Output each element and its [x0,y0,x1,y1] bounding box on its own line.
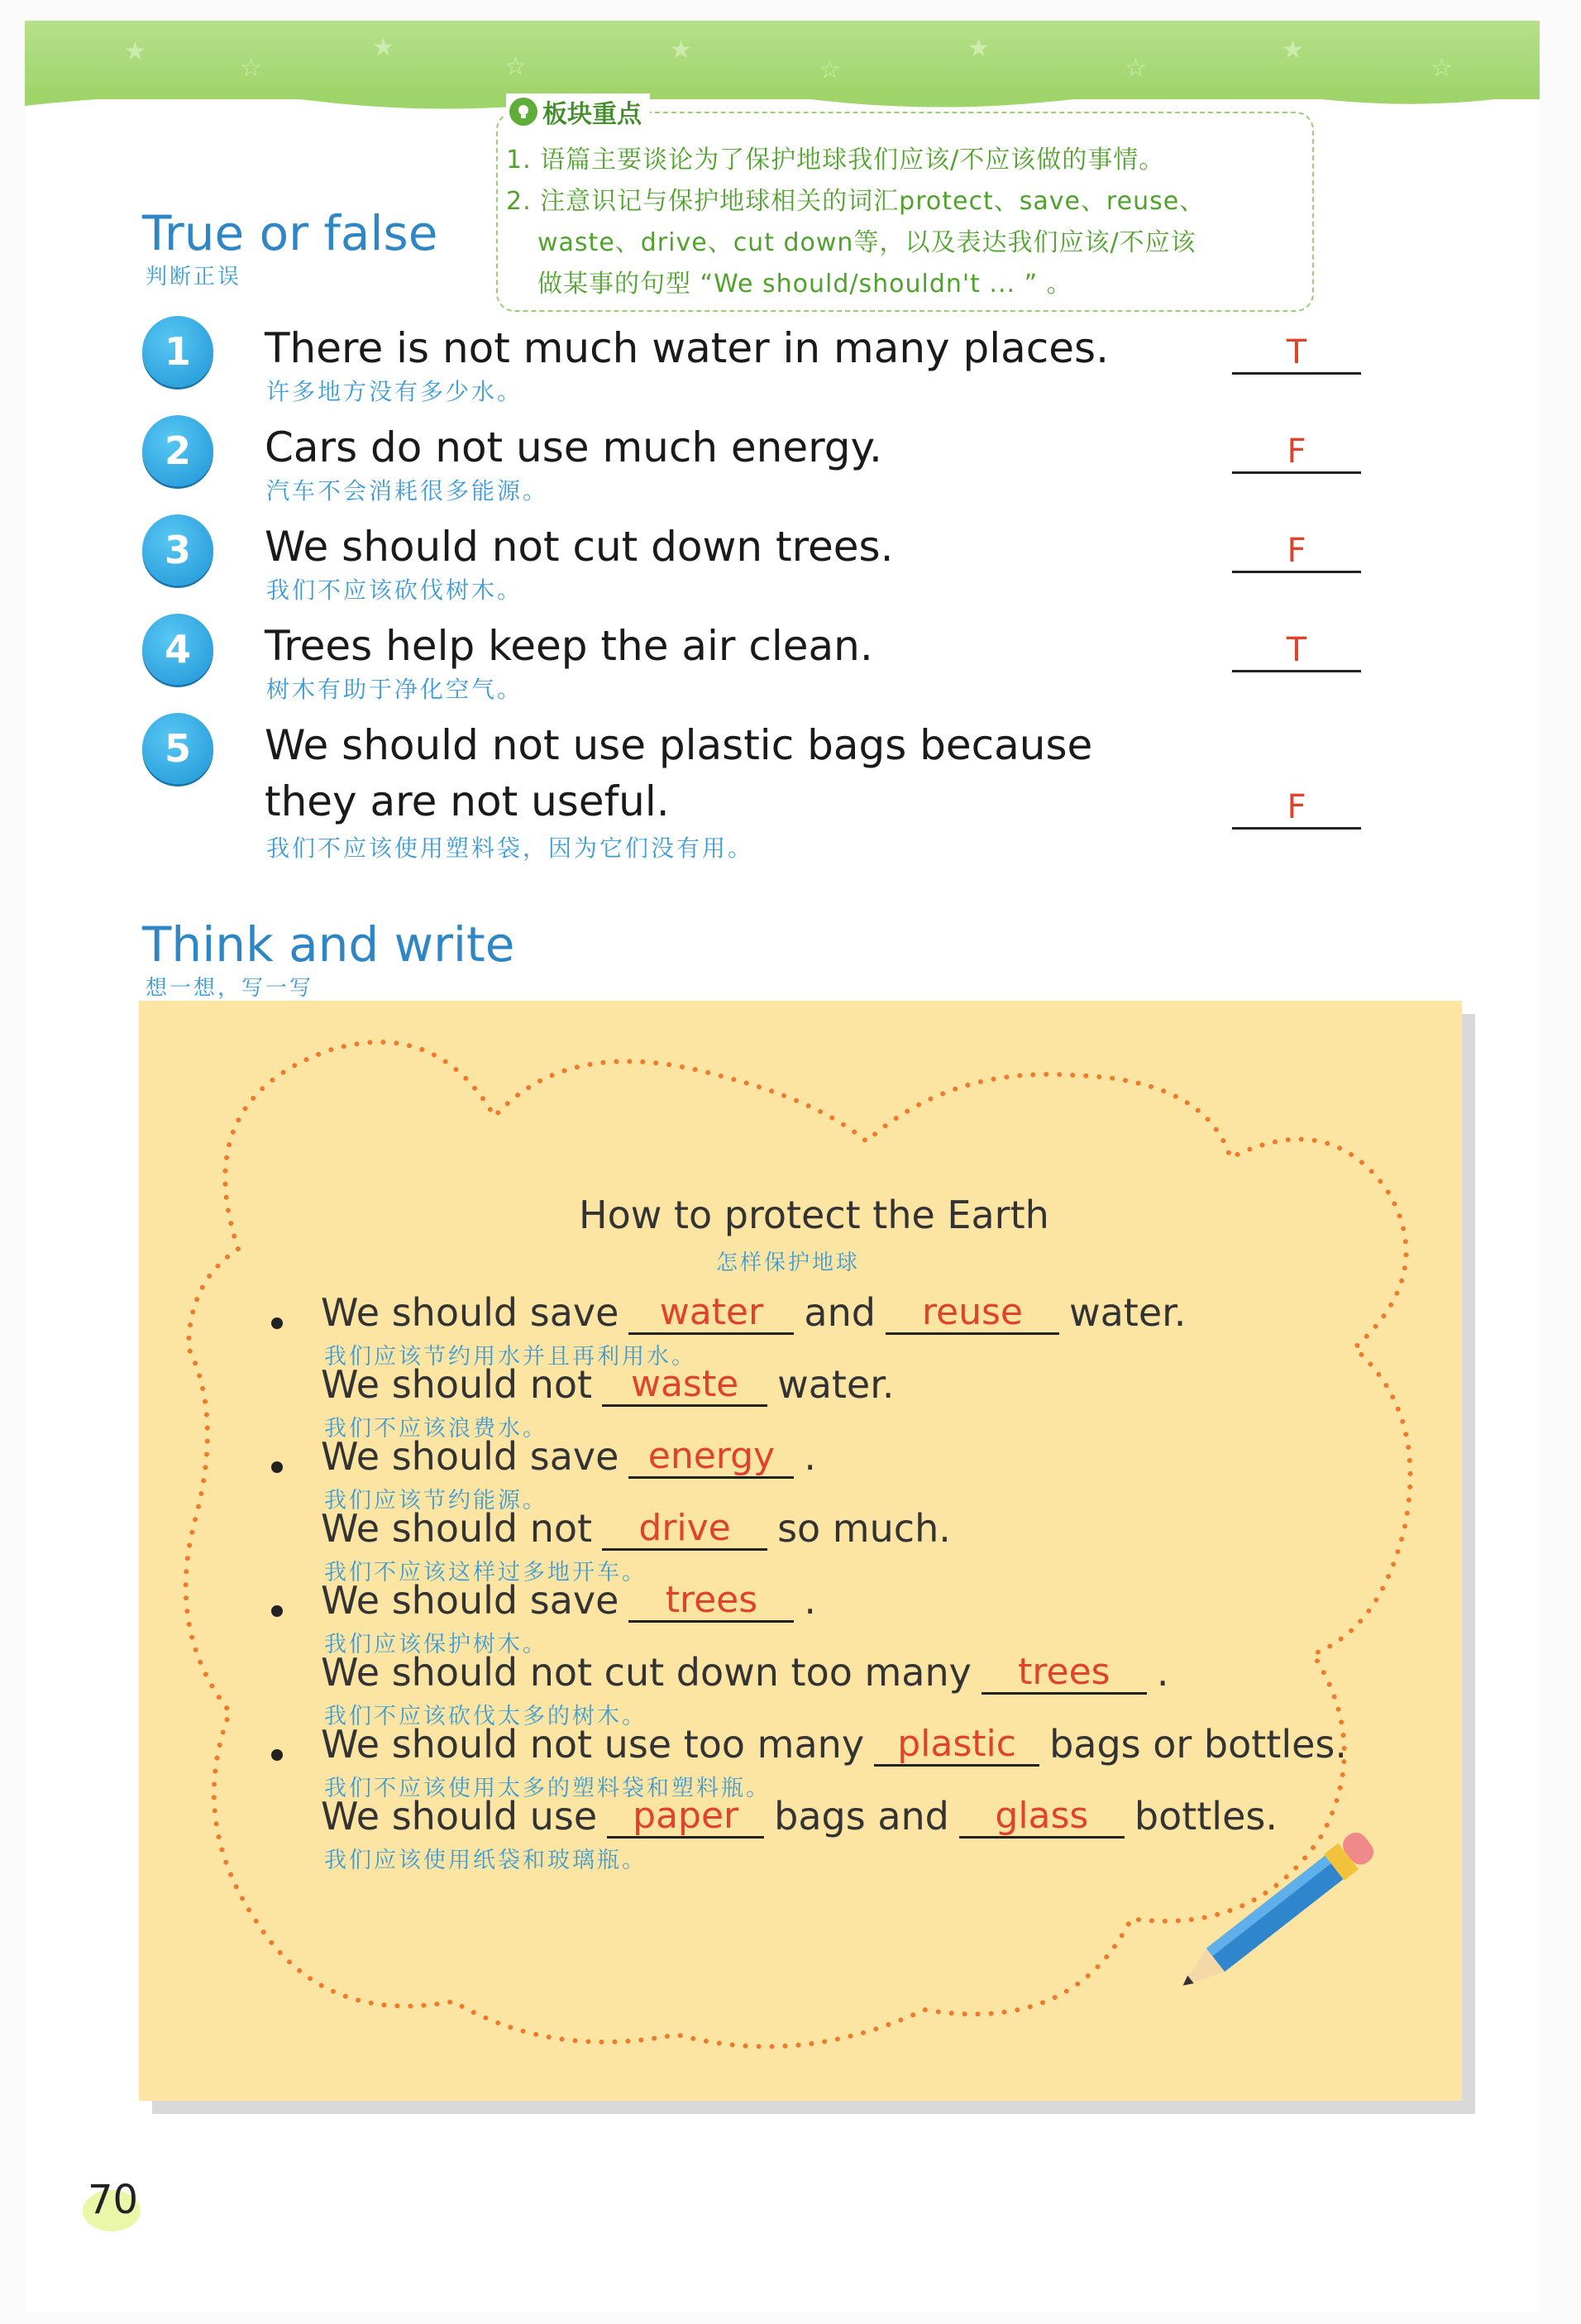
bullet [271,1749,283,1761]
pencil-icon [1166,1803,1397,2018]
bullet [271,1605,283,1617]
number-badge: 1 [142,316,213,387]
statement-translation: 汽车不会消耗很多能源。 [266,477,549,504]
answer-blank[interactable]: T [1232,630,1361,672]
sentence-translation: 我们应该使用纸袋和玻璃瓶。 [324,1848,647,1873]
sentence-line: We should save trees . [321,1578,817,1623]
sentence-line: We should save energy . [321,1434,817,1479]
sentence-line: We should not use too many plastic bags or bottles. [321,1722,1347,1767]
star-icon: ☆ [504,52,527,81]
answer-blank[interactable]: F [1232,432,1361,474]
star-icon: ★ [1282,36,1304,65]
number-badge: 4 [142,614,213,685]
sentence-line: We should not cut down too many trees . [321,1650,1169,1695]
sentence-translation: 我们应该节约用水并且再利用水。 [324,1344,696,1370]
focus-line: waste、drive、cut down等，以及表达我们应该/不应该 [537,228,1196,257]
sentence-translation: 我们应该保护树木。 [324,1632,547,1657]
sentence-translation: 我们不应该这样过多地开车。 [324,1560,647,1585]
sentence-line: We should save water and reuse water. [321,1290,1187,1335]
card-subtitle: 怎样保护地球 [716,1250,861,1275]
number-badge: 5 [142,713,213,784]
statement-text: Cars do not use much energy. [265,423,882,471]
fill-blank[interactable]: trees [628,1580,794,1623]
fill-blank[interactable]: drive [602,1509,767,1551]
sentence-line: We should use paper bags and glass bottles. [321,1794,1278,1839]
lightbulb-icon [509,98,537,126]
number-badge: 3 [142,514,213,586]
star-icon: ★ [670,36,692,65]
bullet [271,1461,283,1473]
fill-blank[interactable]: reuse [886,1293,1059,1335]
fill-blank[interactable]: glass [959,1796,1125,1839]
statement-translation: 树木有助于净化空气。 [266,676,523,703]
star-icon: ☆ [1125,54,1147,83]
focus-line: 1. 语篇主要谈论为了保护地球我们应该/不应该做的事情。 [506,146,1165,175]
fill-blank[interactable]: plastic [874,1724,1039,1767]
statement-text: There is not much water in many places. [265,324,1109,372]
statement-text: Trees help keep the air clean. [265,622,873,670]
header-band [25,21,1540,99]
focus-line: 做某事的句型 “We should/shouldn't ... ” 。 [537,270,1072,299]
star-icon: ☆ [240,54,262,83]
section-subtitle: 想一想，写一写 [146,976,314,1001]
answer-blank[interactable]: T [1232,332,1361,375]
fill-blank[interactable]: paper [607,1796,764,1839]
sentence-translation: 我们不应该使用太多的塑料袋和塑料瓶。 [324,1776,771,1801]
star-icon: ★ [372,33,394,62]
section-title-think-write: Think and write [142,916,515,973]
statement-text: We should not cut down trees. [265,523,894,571]
card-title: How to protect the Earth [579,1193,1049,1237]
number-badge: 2 [142,415,213,486]
answer-blank[interactable]: F [1232,531,1361,573]
sentence-line: We should not drive so much. [321,1506,951,1551]
fill-blank[interactable]: trees [982,1652,1147,1695]
answer-blank[interactable]: F [1232,787,1361,830]
fill-blank[interactable]: water [628,1293,794,1335]
focus-tag [506,93,650,130]
sentence-translation: 我们不应该砍伐太多的树木。 [324,1704,647,1729]
focus-title: 板块重点 [542,100,642,129]
sentence-translation: 我们应该节约能源。 [324,1488,547,1513]
fill-blank[interactable]: waste [602,1365,767,1407]
focus-line: 2. 注意识记与保护地球相关的词汇protect、save、reuse、 [506,187,1206,216]
section-subtitle: 判断正误 [146,265,242,289]
sentence-line: We should not waste water. [321,1362,895,1407]
star-icon: ★ [967,34,990,63]
star-icon: ☆ [819,55,841,84]
statement-translation: 我们不应该使用塑料袋，因为它们没有用。 [266,834,754,862]
bullet [271,1317,283,1329]
statement-text-continued: they are not useful. [265,777,670,825]
section-title-true-false: True or false [142,205,438,261]
sentence-translation: 我们不应该浪费水。 [324,1416,547,1442]
page-number: 70 [88,2177,139,2223]
fill-blank[interactable]: energy [628,1437,794,1479]
statement-translation: 许多地方没有多少水。 [266,378,523,405]
statement-translation: 我们不应该砍伐树木。 [266,576,523,604]
star-icon: ☆ [1431,54,1453,83]
star-icon: ★ [124,37,146,66]
statement-text: We should not use plastic bags because [265,721,1093,769]
